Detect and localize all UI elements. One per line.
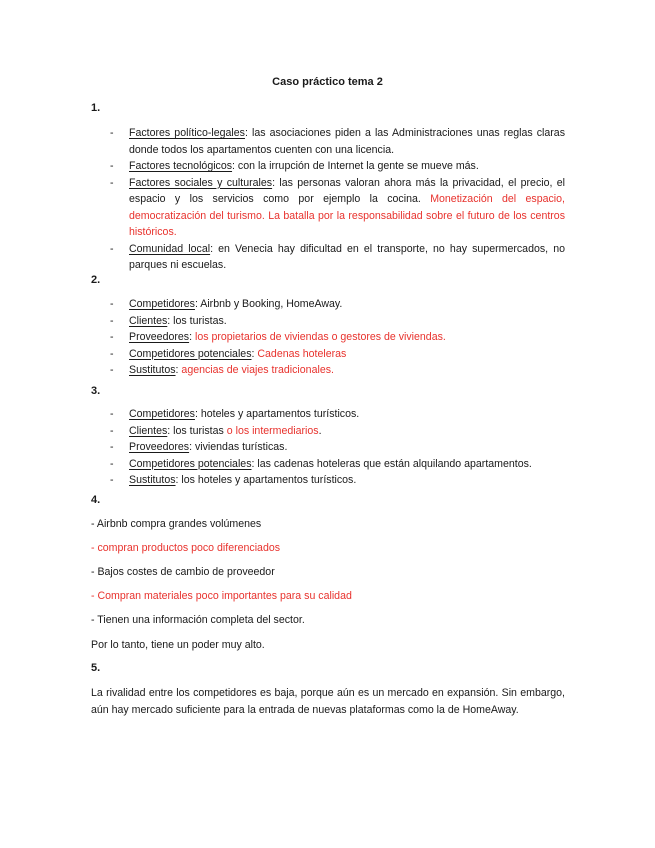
text-line-highlight: - compran productos poco diferenciados bbox=[91, 542, 281, 554]
item-text: : hoteles y apartamentos turísticos. bbox=[194, 408, 360, 420]
section-1-list bbox=[110, 125, 565, 274]
section-number: 3. bbox=[91, 385, 101, 397]
item-label: Clientes bbox=[129, 314, 168, 327]
document-title: Caso práctico tema 2 bbox=[272, 76, 383, 88]
section-5-paragraph: La rivalidad entre los competidores es baja, porque aún es un mercado en expansión. Sin embargo, aún hay mercado suficiente para la entrada de nuevas plataformas como la de HomeAway. bbox=[91, 687, 565, 716]
item-label: Factores sociales y culturales bbox=[129, 176, 273, 189]
list-item bbox=[110, 423, 565, 440]
text-line: - Tienen una información completa del sector. bbox=[91, 614, 305, 626]
item-label: Competidores potenciales bbox=[129, 457, 252, 470]
item-text: : bbox=[251, 347, 258, 360]
item-label: Competidores potenciales bbox=[129, 347, 252, 360]
item-label: Factores político-legales bbox=[129, 127, 245, 139]
item-text: : las cadenas hoteleras que están alquilando apartamentos. bbox=[251, 457, 532, 470]
list-item bbox=[110, 175, 565, 241]
item-label: Proveedores bbox=[129, 331, 190, 343]
text-line-highlight: - Compran materiales poco importantes para su calidad bbox=[91, 590, 352, 602]
list-item bbox=[110, 125, 565, 158]
list-item bbox=[110, 241, 565, 274]
item-text: : los hoteles y apartamentos turísticos. bbox=[175, 474, 357, 486]
list-item bbox=[110, 329, 565, 346]
item-highlight: los propietarios de viviendas o gestores de viviendas. bbox=[194, 331, 446, 343]
section-number: 2. bbox=[91, 274, 101, 286]
item-highlight: Monetización del espacio, democratización del turismo. La batalla por la responsabilidad sobre el futuro de los centros históricos. bbox=[129, 193, 565, 238]
list-item bbox=[110, 313, 565, 330]
list-item bbox=[110, 439, 565, 456]
section-3-list bbox=[110, 406, 565, 489]
item-text-after: . bbox=[318, 424, 322, 437]
item-text: : viviendas turísticas. bbox=[189, 441, 288, 453]
item-text: : los turistas. bbox=[167, 314, 227, 327]
item-highlight: Cadenas hoteleras bbox=[257, 347, 347, 360]
list-item bbox=[110, 346, 565, 363]
section-number: 5. bbox=[91, 662, 101, 674]
item-label: Competidores bbox=[129, 298, 195, 310]
item-text: : con la irrupción de Internet la gente se mueve más. bbox=[232, 160, 479, 172]
list-item bbox=[110, 158, 565, 175]
item-text: : bbox=[189, 331, 195, 343]
item-label: Clientes bbox=[129, 424, 168, 437]
item-label: Sustitutos bbox=[129, 474, 176, 486]
item-highlight: o los intermediarios bbox=[226, 424, 319, 437]
item-text: : los turistas bbox=[167, 424, 227, 437]
item-text: : Airbnb y Booking, HomeAway. bbox=[194, 298, 343, 310]
item-text: : las asociaciones piden a las Administraciones unas reglas claras donde todos los apartamentos cuenten con una licencia. bbox=[129, 127, 565, 156]
list-item bbox=[110, 406, 565, 423]
section-number: 4. bbox=[91, 494, 101, 506]
item-label: Proveedores bbox=[129, 441, 190, 453]
conclusion-line: Por lo tanto, tiene un poder muy alto. bbox=[91, 639, 265, 651]
section-number: 1. bbox=[91, 102, 101, 114]
list-item bbox=[110, 472, 565, 489]
item-label: Sustitutos bbox=[129, 364, 176, 376]
text-line: - Bajos costes de cambio de proveedor bbox=[91, 566, 275, 578]
item-label: Factores tecnológicos bbox=[129, 160, 233, 172]
item-text: : las personas valoran ahora más la privacidad, el precio, el espacio y los servicios como por ejemplo la cocina. bbox=[129, 176, 565, 205]
item-label: Competidores bbox=[129, 408, 195, 420]
item-label: Comunidad local bbox=[129, 242, 211, 255]
item-text: : bbox=[175, 364, 182, 376]
list-item bbox=[110, 362, 565, 379]
item-highlight: agencias de viajes tradicionales. bbox=[181, 364, 334, 376]
list-item bbox=[110, 296, 565, 313]
text-line: - Airbnb compra grandes volúmenes bbox=[91, 518, 262, 530]
section-2-list bbox=[110, 296, 565, 379]
item-text: : en Venecia hay dificultad en el transporte, no hay supermercados, no parques ni escuelas. bbox=[129, 242, 565, 271]
list-item bbox=[110, 456, 565, 473]
